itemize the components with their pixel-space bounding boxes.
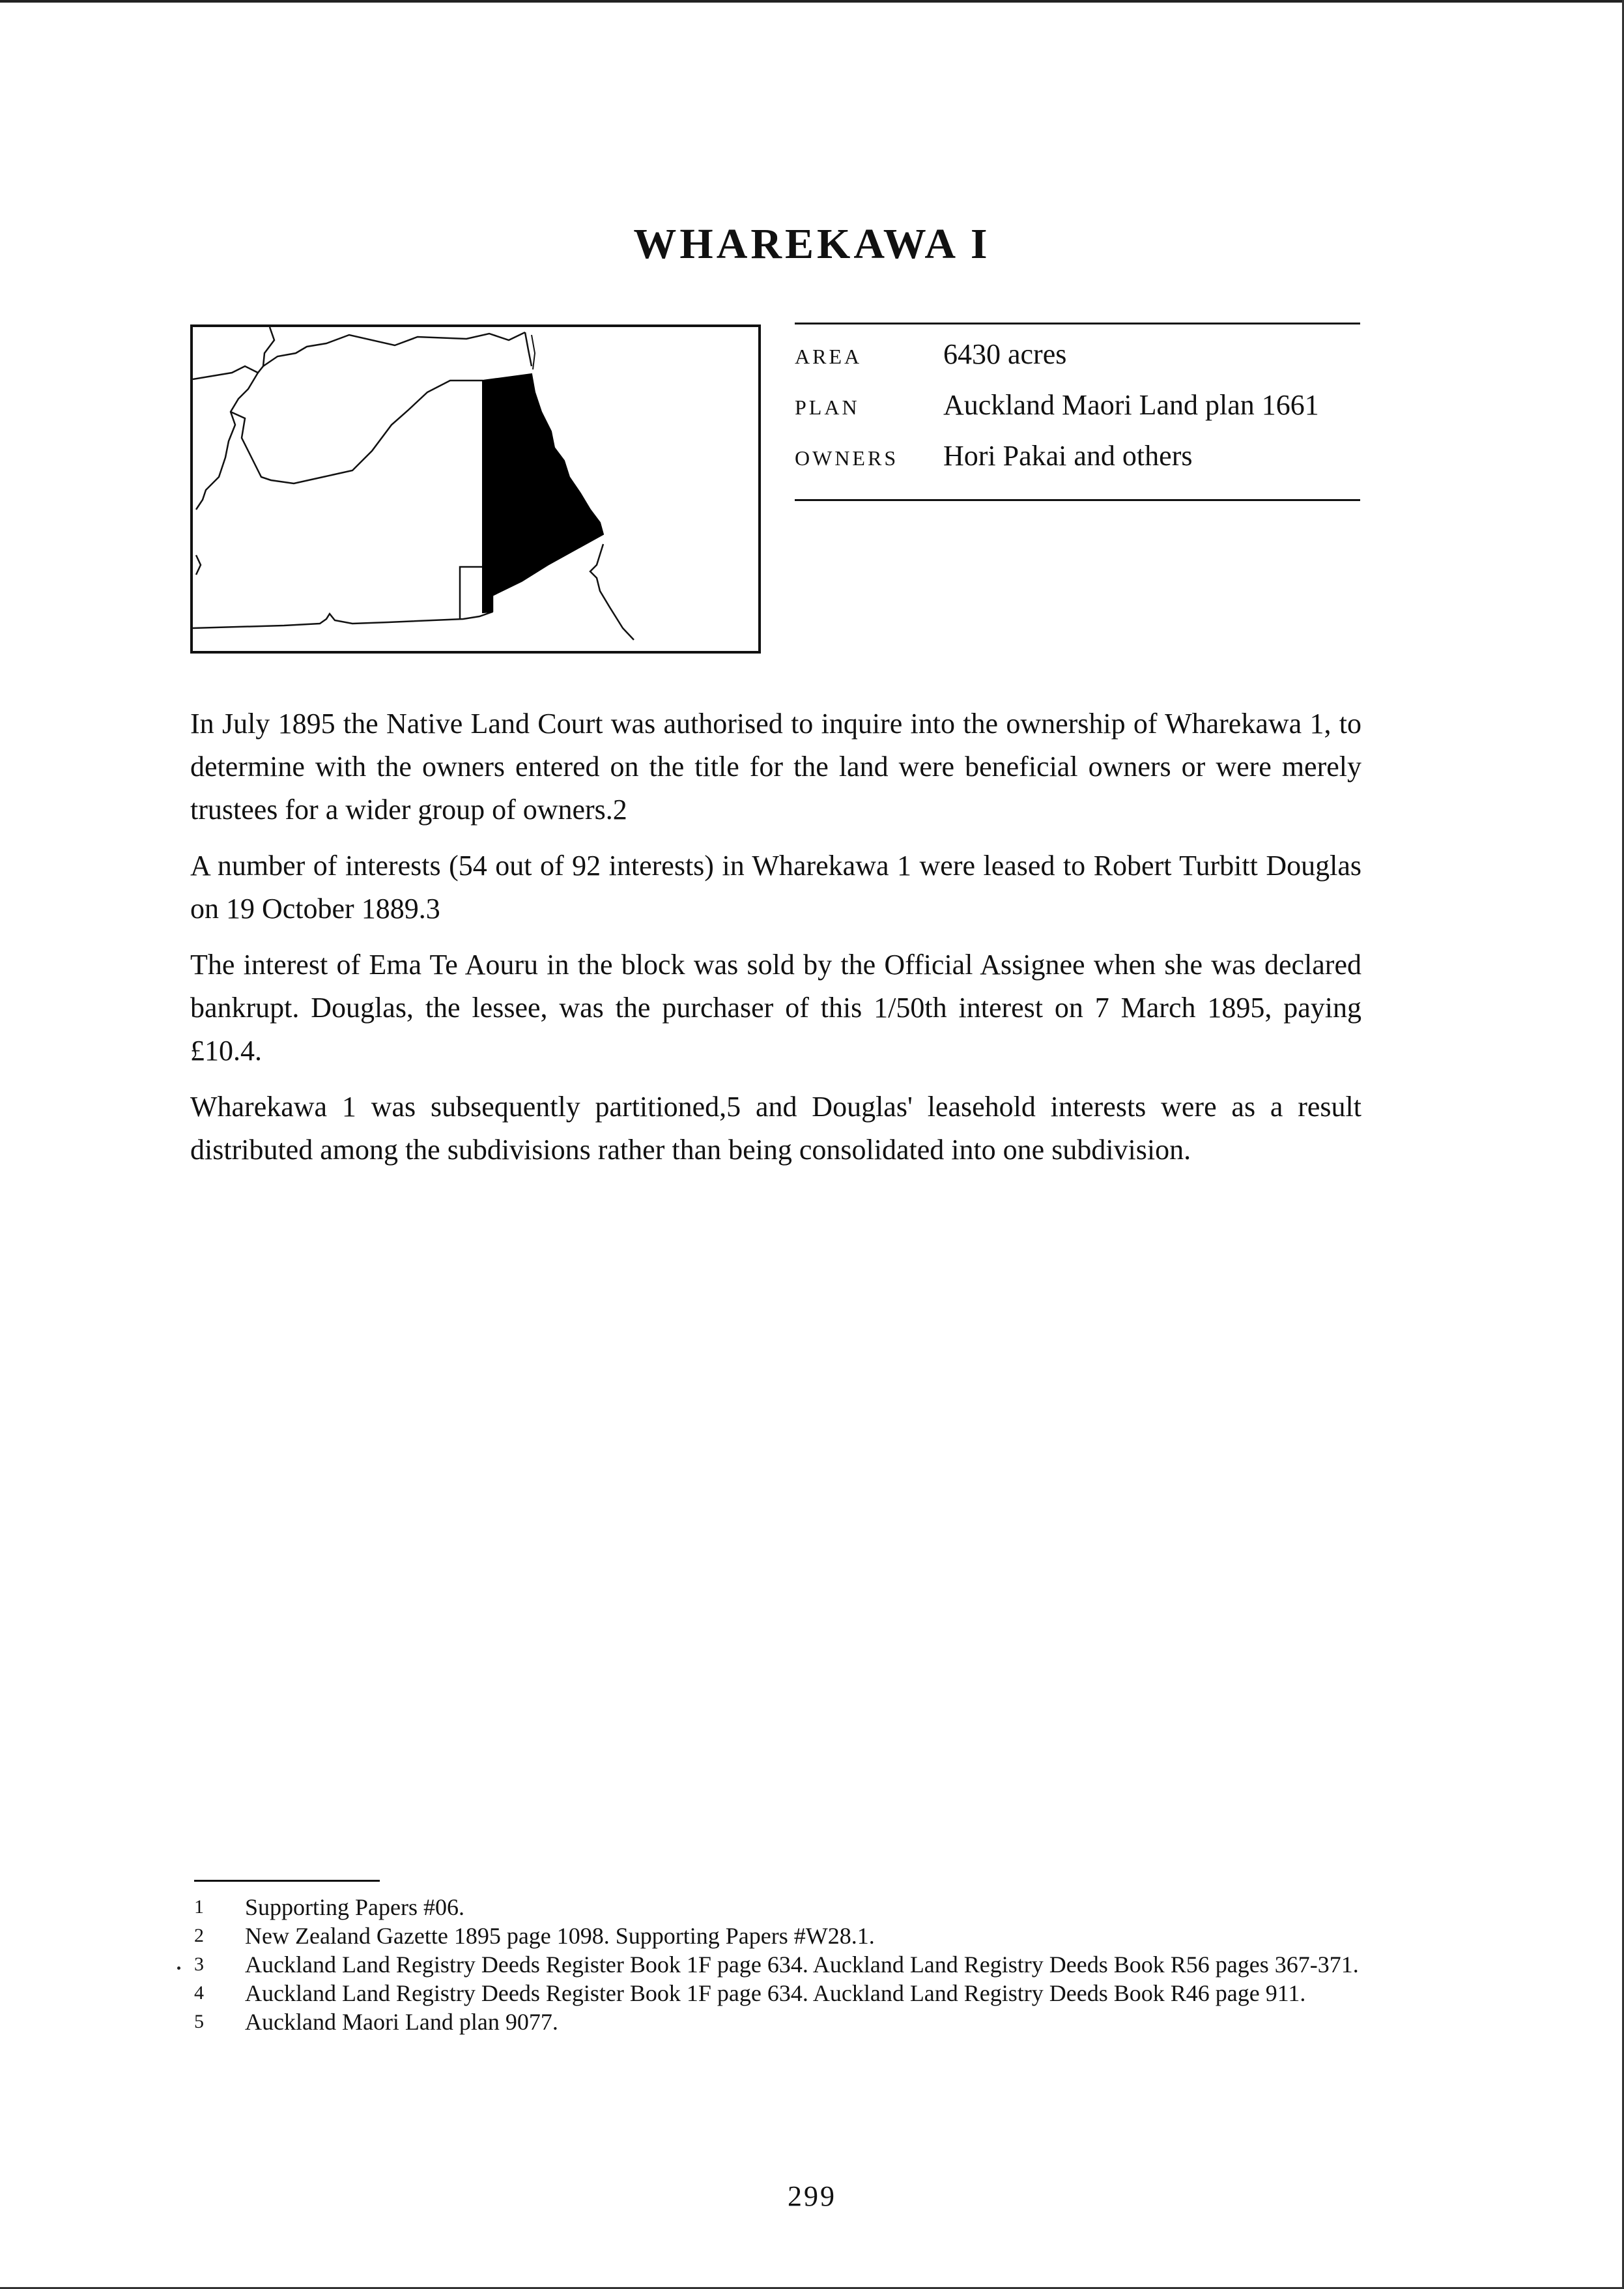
location-map	[190, 324, 761, 654]
footnotes	[194, 1893, 1361, 2036]
footnote	[194, 1979, 1361, 2008]
paragraph-1: In July 1895 the Native Land Court was authorised to inquire into the ownership of Wharekawa 1, to determine with the owners entered on the title for the land were beneficial owners or were merely trustees for a wider group of owners.2	[190, 708, 1361, 826]
plan-row	[795, 388, 1360, 439]
scan-edge-top	[0, 0, 1624, 3]
plan-label: PLAN	[795, 396, 860, 419]
footnote	[194, 2008, 1361, 2036]
footnote-number: 5	[194, 2011, 204, 2032]
footnote-number: 1	[194, 1896, 204, 1918]
footnote-text: Auckland Land Registry Deeds Register Book 1F page 634. Auckland Land Registry Deeds Book R46 page 911.	[245, 1980, 1306, 2006]
owners-value: Hori Pakai and others	[943, 440, 1193, 472]
footnote-number: 2	[194, 1925, 204, 1946]
footnote-text: Auckland Maori Land plan 9077.	[245, 2009, 558, 2035]
footnote-number: 3	[194, 1953, 204, 1975]
footnote	[194, 1893, 1361, 1922]
footnote-number: 4	[194, 1982, 204, 2004]
footnote	[194, 1922, 1361, 1950]
paragraph-3: The interest of Ema Te Aouru in the block was sold by the Official Assignee when she was declared bankrupt. Douglas, the lessee, was the purchaser of this 1/50th interest on 7 March 1895, paying £10.4.	[190, 949, 1361, 1067]
body-text	[190, 702, 1361, 1185]
page-title: WHAREKAWA I	[633, 220, 991, 268]
footnote-text: Supporting Papers #06.	[245, 1894, 464, 1920]
wharekawa-block	[483, 374, 603, 612]
page-number: 299	[788, 2180, 836, 2212]
owners-row	[795, 439, 1360, 490]
owners-label: OWNERS	[795, 446, 899, 470]
paragraph-4: Wharekawa 1 was subsequently partitioned,5 and Douglas' leasehold interests were as a result distributed among the subdivisions rather than being consolidated into one subdivision.	[190, 1091, 1361, 1166]
footnote-text: New Zealand Gazette 1895 page 1098. Supporting Papers #W28.1.	[245, 1923, 875, 1949]
footnote-text: Auckland Land Registry Deeds Register Book 1F page 634. Auckland Land Registry Deeds Book R56 pages 367-371.	[245, 1951, 1359, 1978]
footnote	[194, 1950, 1361, 1979]
block-info-table	[795, 323, 1360, 501]
paragraph-2: A number of interests (54 out of 92 interests) in Wharekawa 1 were leased to Robert Turbitt Douglas on 19 October 1889.3	[190, 850, 1361, 925]
footnote-divider	[194, 1880, 380, 1882]
scan-speck	[177, 1966, 180, 1970]
block-map-drawing	[193, 327, 758, 651]
area-label: AREA	[795, 345, 862, 368]
plan-value: Auckland Maori Land plan 1661	[943, 389, 1319, 421]
area-row	[795, 338, 1360, 388]
area-value: 6430 acres	[943, 338, 1067, 370]
